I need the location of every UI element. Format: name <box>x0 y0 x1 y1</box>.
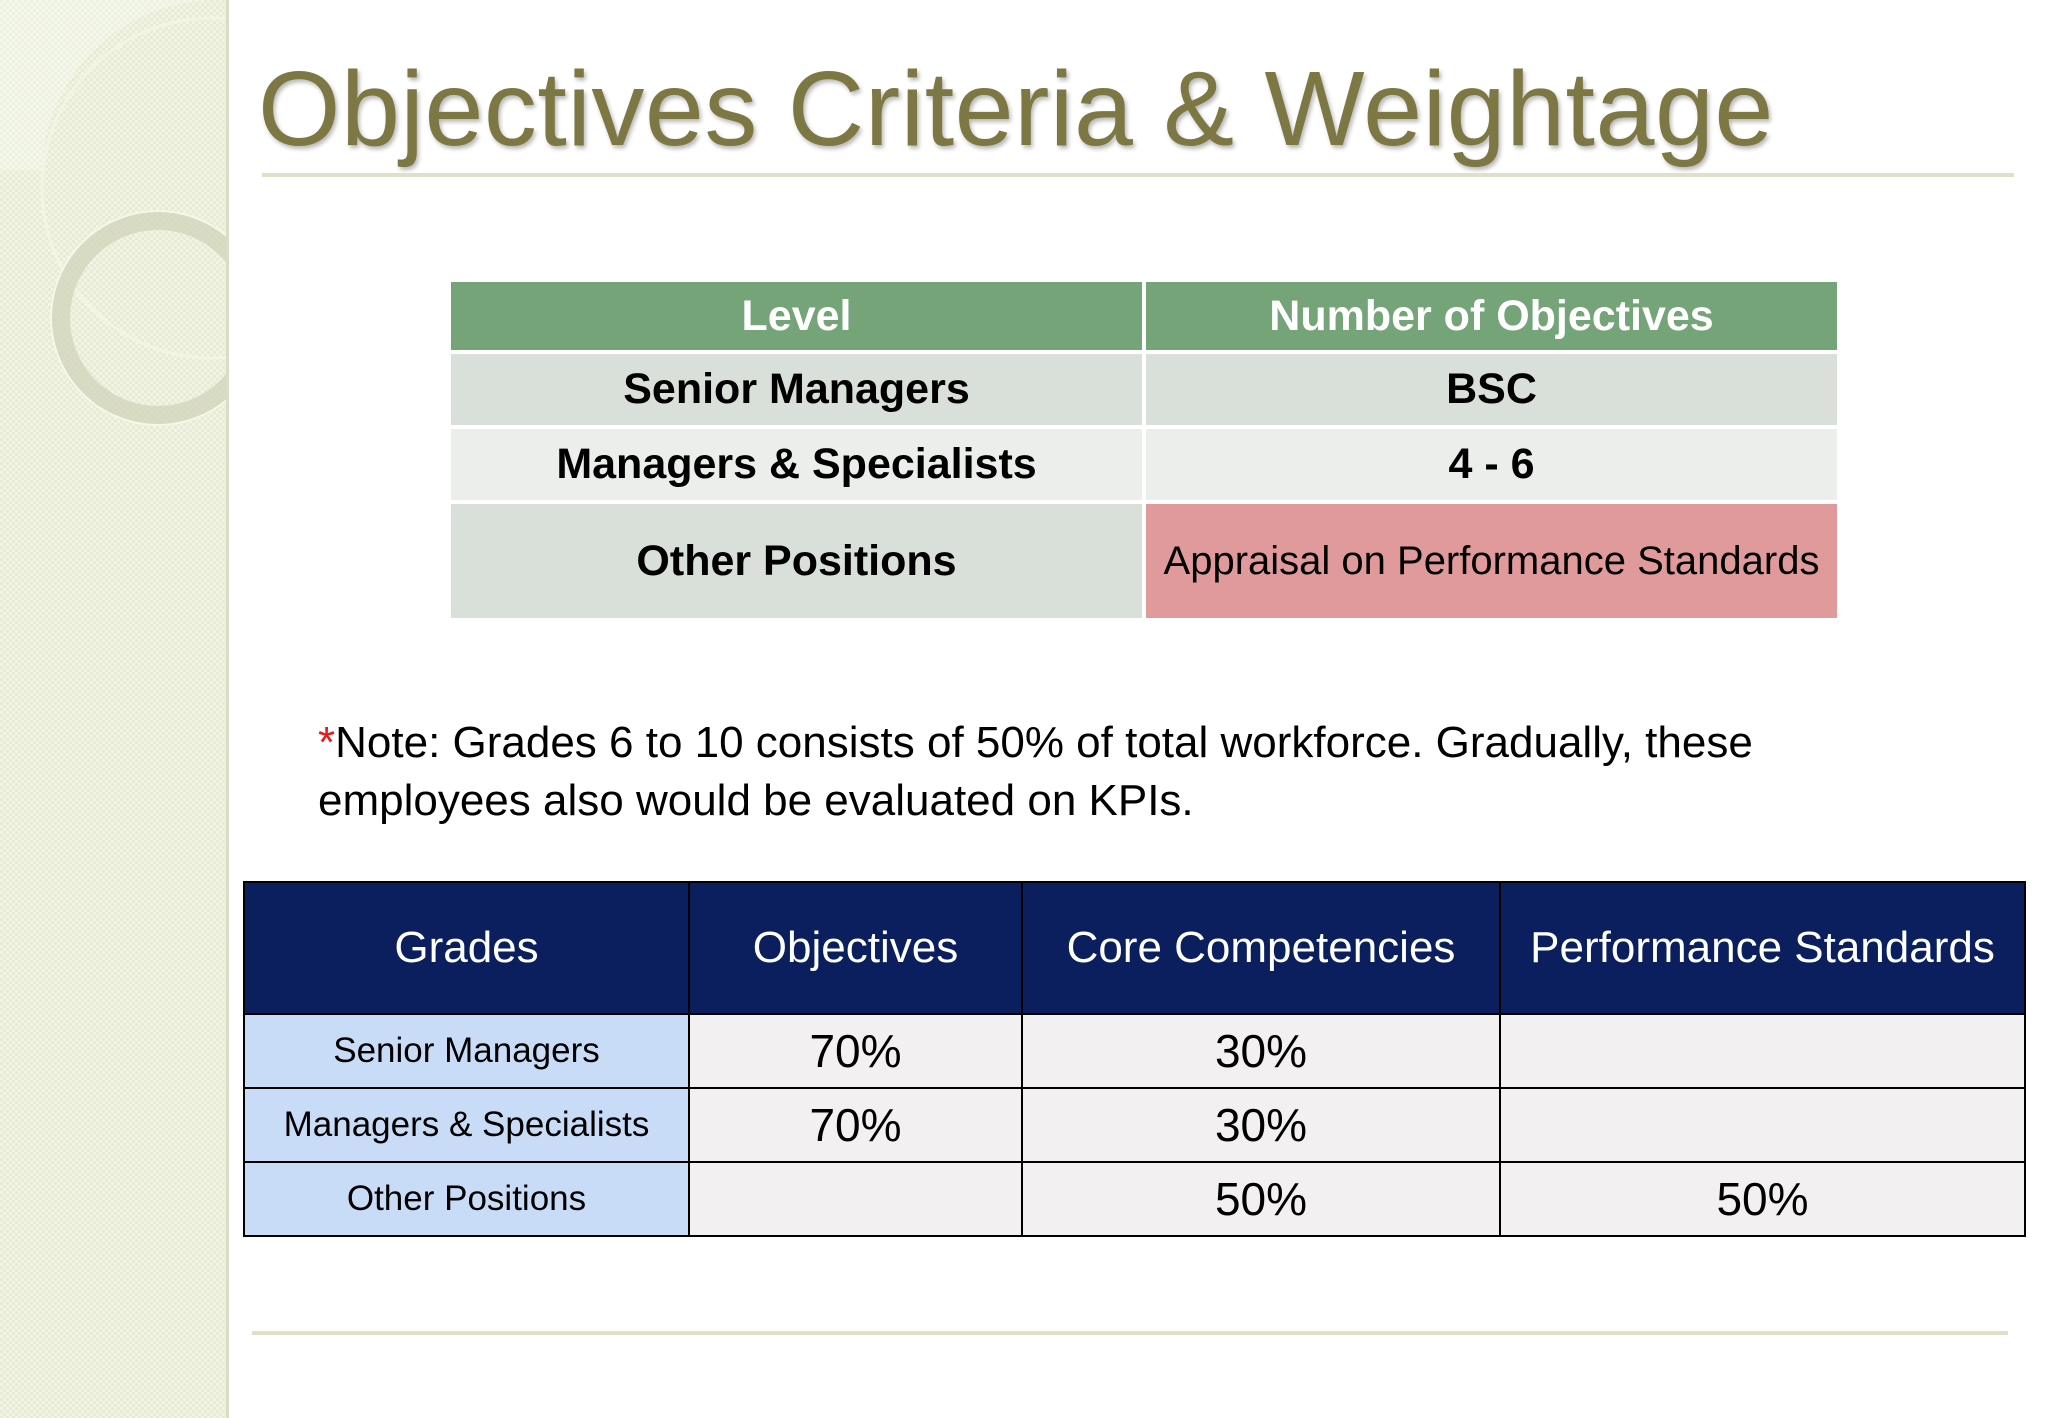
decorative-ring <box>60 220 226 416</box>
table-row <box>244 1162 2025 1236</box>
grades-weightage-table <box>243 881 2026 1237</box>
column-header-level: Level <box>451 282 1142 350</box>
decorative-circles <box>0 0 226 470</box>
objectives-cell: 4 - 6 <box>1146 429 1837 500</box>
level-cell: Managers & Specialists <box>451 429 1142 500</box>
objectives-weight-cell: 70% <box>689 1014 1022 1088</box>
decorative-ring-highlight <box>51 211 226 425</box>
core-competencies-weight-cell: 30% <box>1022 1014 1500 1088</box>
note-text <box>318 714 1938 830</box>
objectives-weight-cell: 70% <box>689 1088 1022 1162</box>
column-header-core-competencies: Core Competencies <box>1022 882 1500 1014</box>
grade-cell: Senior Managers <box>244 1014 689 1088</box>
table-header-row <box>451 282 1837 350</box>
slide-title: Objectives Criteria & Weightage <box>258 50 1774 168</box>
performance-standards-weight-cell <box>1500 1088 2025 1162</box>
footer-divider <box>252 1331 2008 1335</box>
note-asterisk: * <box>318 718 336 767</box>
level-objectives-table <box>447 278 1841 622</box>
table-header-row <box>244 882 2025 1014</box>
core-competencies-weight-cell: 50% <box>1022 1162 1500 1236</box>
table-row <box>451 354 1837 425</box>
objectives-cell: BSC <box>1146 354 1837 425</box>
level-cell: Senior Managers <box>451 354 1142 425</box>
table-row <box>451 429 1837 500</box>
column-header-objectives: Objectives <box>689 882 1022 1014</box>
objectives-weight-cell <box>689 1162 1022 1236</box>
objectives-cell-highlighted: Appraisal on Performance Standards <box>1146 504 1837 618</box>
grade-cell: Managers & Specialists <box>244 1088 689 1162</box>
column-header-number-of-objectives: Number of Objectives <box>1146 282 1837 350</box>
column-header-grades: Grades <box>244 882 689 1014</box>
decorative-corner-shape <box>0 0 215 170</box>
table-row <box>451 504 1837 618</box>
title-divider <box>262 173 2014 177</box>
sidebar-edge <box>226 0 229 1418</box>
core-competencies-weight-cell: 30% <box>1022 1088 1500 1162</box>
table-row <box>244 1014 2025 1088</box>
note-body: Note: Grades 6 to 10 consists of 50% of total workforce. Gradually, these employees also would be evaluated on KPIs. <box>318 718 1753 825</box>
performance-standards-weight-cell <box>1500 1014 2025 1088</box>
table-row <box>244 1088 2025 1162</box>
level-cell: Other Positions <box>451 504 1142 618</box>
column-header-performance-standards: Performance Standards <box>1500 882 2025 1014</box>
grade-cell: Other Positions <box>244 1162 689 1236</box>
performance-standards-weight-cell: 50% <box>1500 1162 2025 1236</box>
